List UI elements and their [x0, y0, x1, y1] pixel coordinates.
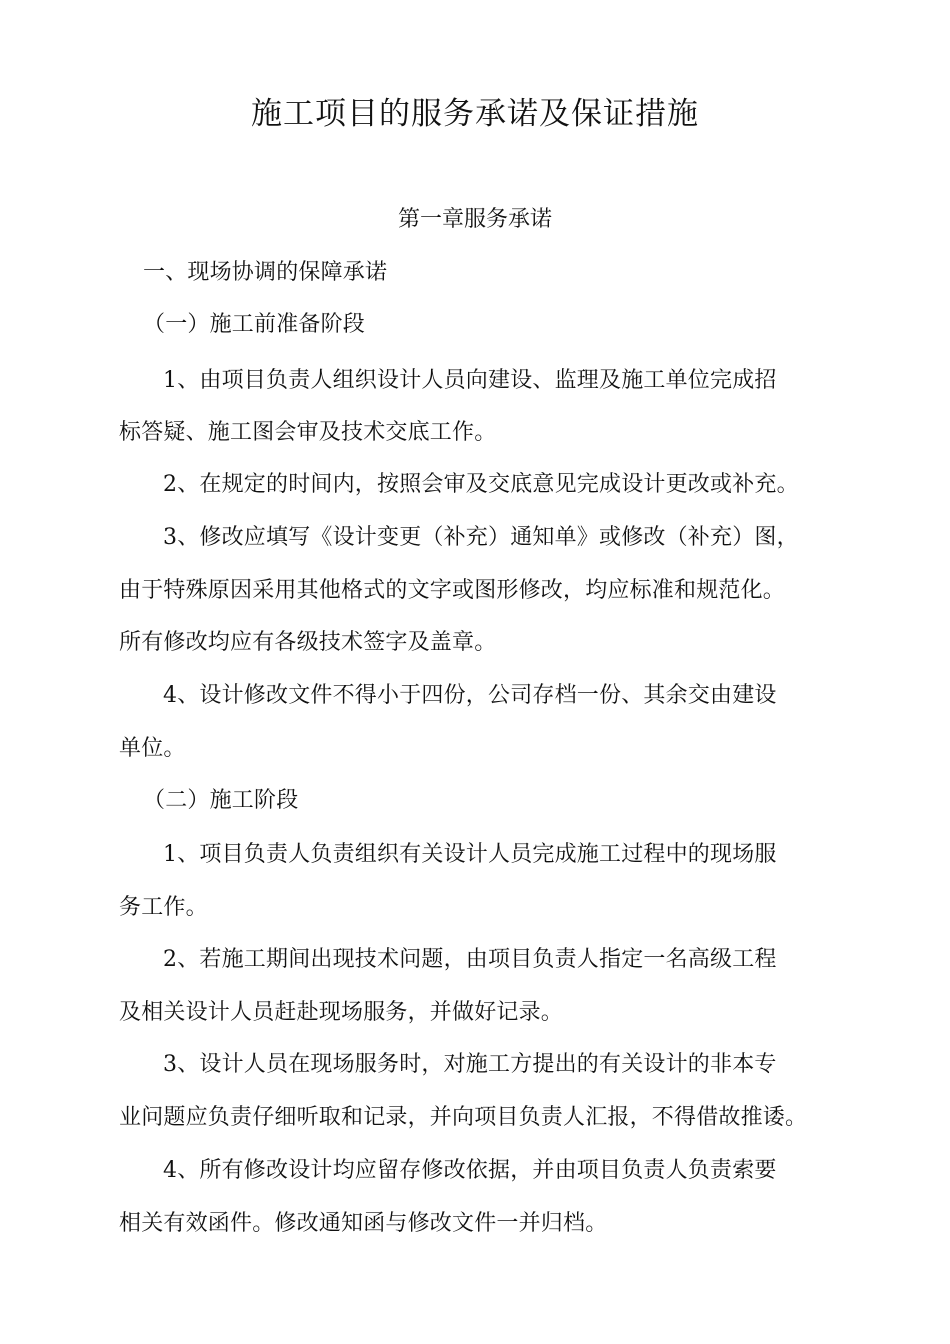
paragraph-line: 1、项目负责人负责组织有关设计人员完成施工过程中的现场服: [163, 842, 777, 867]
chapter-heading: 第一章服务承诺: [397, 207, 552, 232]
paragraph-line: 2、在规定的时间内，按照会审及交底意见完成设计更改或补充。: [163, 472, 799, 497]
paragraph-line: 业问题应负责仔细听取和记录，并向项目负责人汇报，不得借故推诿。: [119, 1105, 808, 1130]
paragraph-line: 4、所有修改设计均应留存修改依据，并由项目负责人负责索要: [163, 1158, 777, 1183]
paragraph-line: 所有修改均应有各级技术签字及盖章。: [119, 630, 497, 655]
paragraph-line: 及相关设计人员赶赴现场服务，并做好记录。: [119, 1000, 564, 1025]
paragraph-line: 单位。: [119, 736, 186, 761]
paragraph-line: 务工作。: [119, 895, 208, 920]
document-title: 施工项目的服务承诺及保证措施: [251, 96, 699, 132]
paragraph-line: 3、设计人员在现场服务时，对施工方提出的有关设计的非本专: [163, 1052, 777, 1077]
paragraph-line: 相关有效函件。修改通知函与修改文件一并归档。: [119, 1211, 608, 1236]
section-heading: 一、现场协调的保障承诺: [143, 260, 388, 285]
subsection-heading: （二）施工阶段: [143, 788, 299, 813]
paragraph-line: 标答疑、施工图会审及技术交底工作。: [119, 420, 497, 445]
paragraph-line: 2、若施工期间出现技术问题，由项目负责人指定一名高级工程: [163, 947, 777, 972]
subsection-heading: （一）施工前准备阶段: [143, 312, 366, 337]
paragraph-line: 1、由项目负责人组织设计人员向建设、监理及施工单位完成招: [163, 368, 777, 393]
paragraph-line: 由于特殊原因采用其他格式的文字或图形修改，均应标准和规范化。: [119, 578, 786, 603]
paragraph-line: 4、设计修改文件不得小于四份，公司存档一份、其余交由建设: [163, 683, 777, 708]
paragraph-line: 3、修改应填写《设计变更（补充）通知单》或修改（补充）图，: [163, 525, 799, 550]
